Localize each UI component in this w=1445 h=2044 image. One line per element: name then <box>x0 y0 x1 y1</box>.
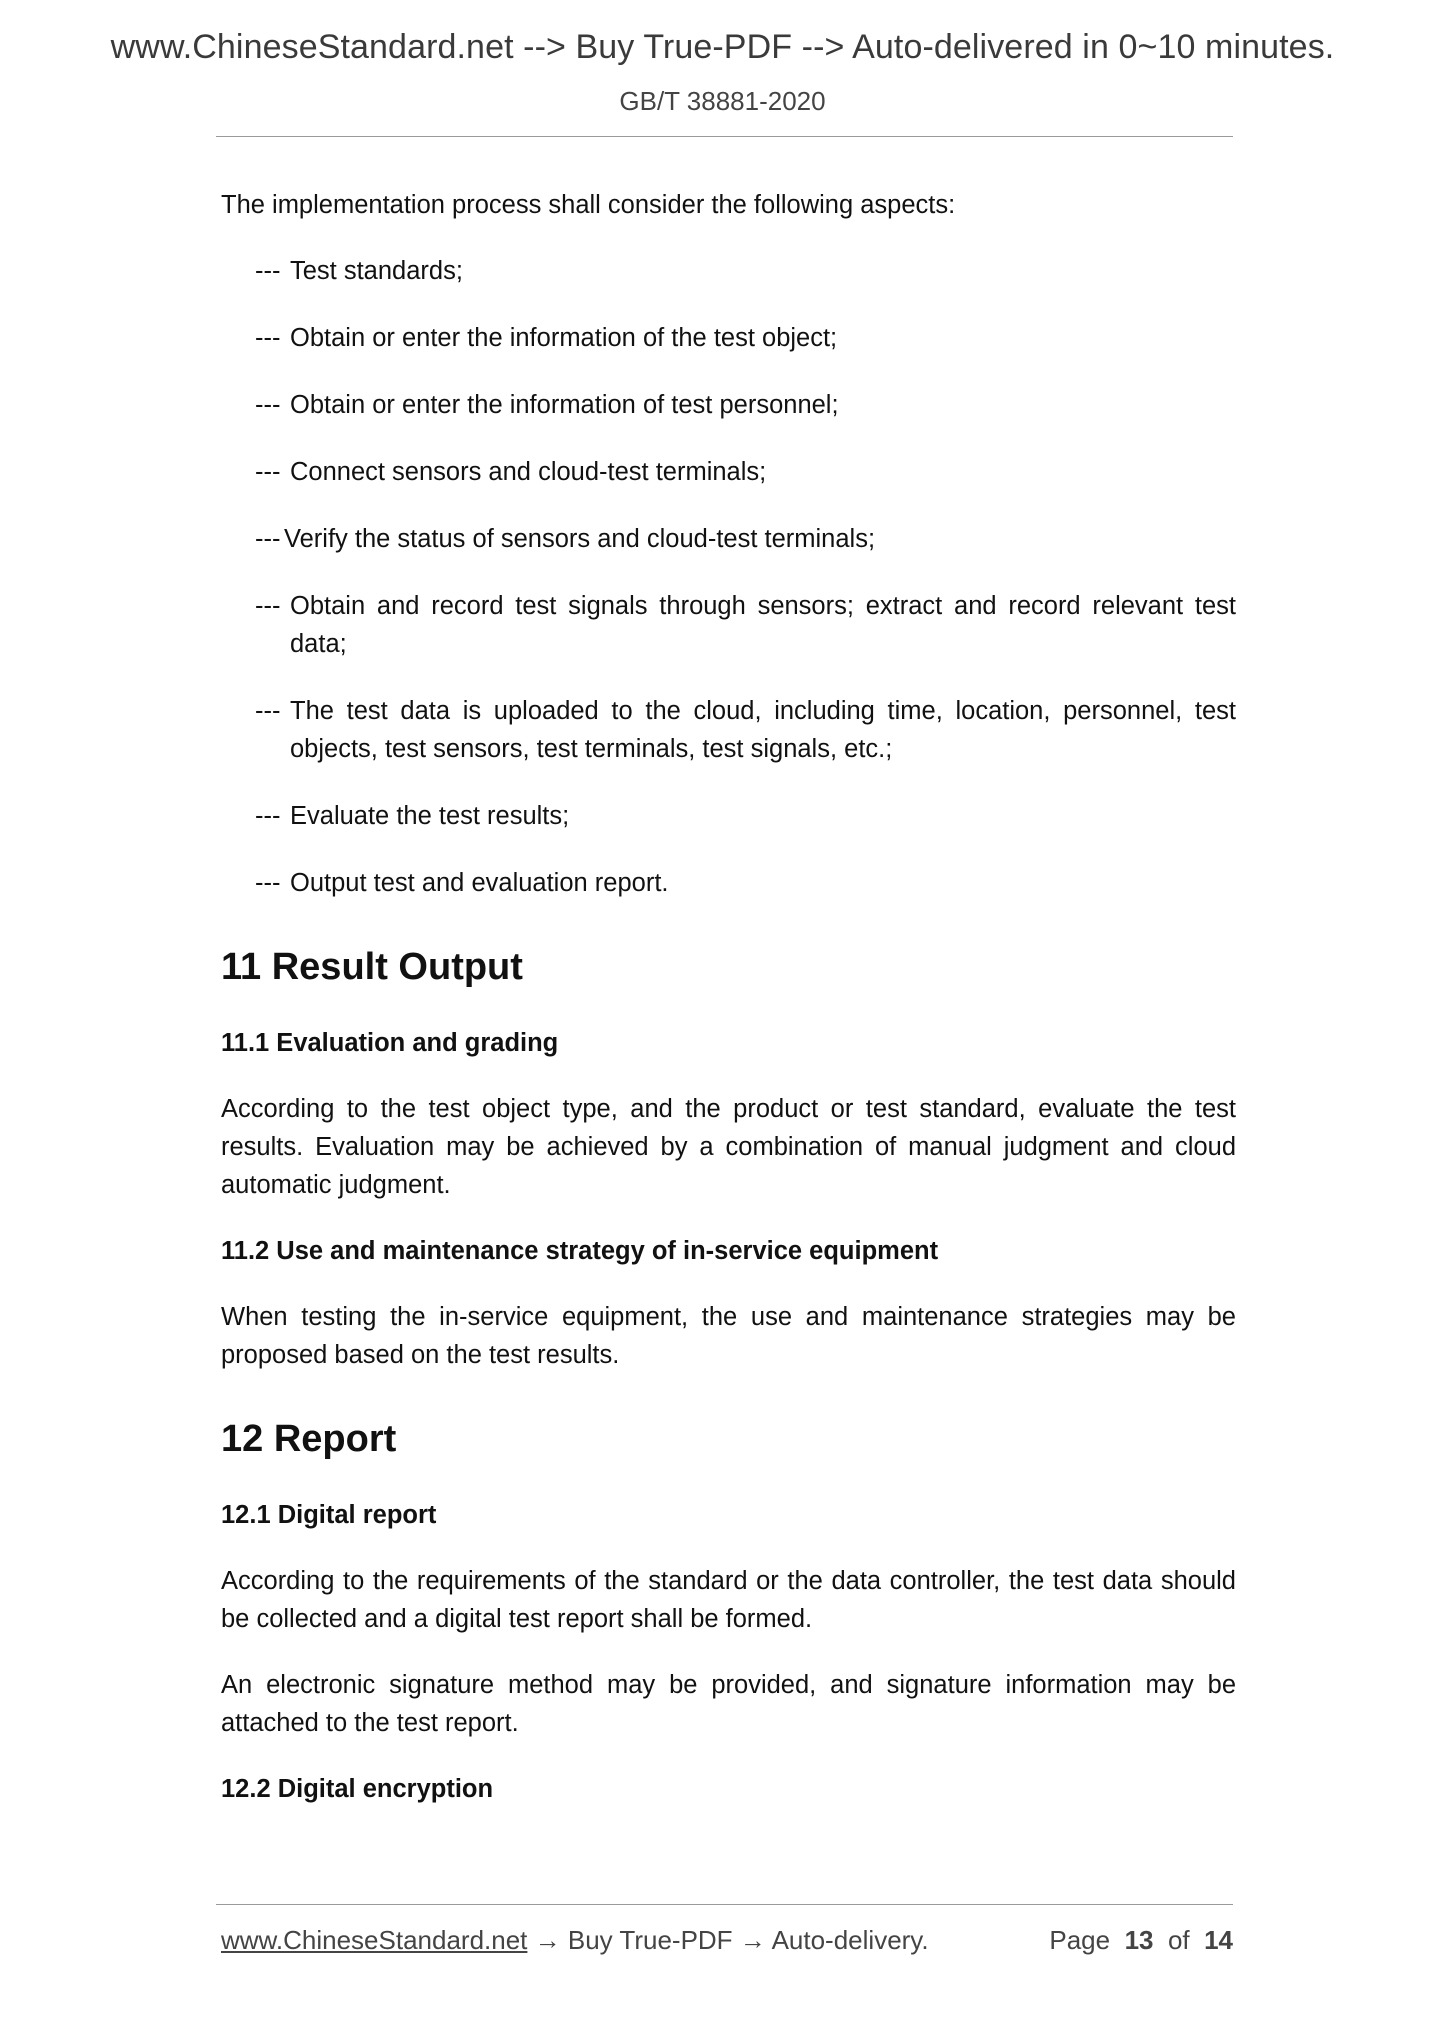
list-item <box>221 319 1236 357</box>
list-item-text: The test data is uploaded to the cloud, including time, location, personnel, test objects, test sensors, test terminals, test signals, etc.; <box>290 697 1236 763</box>
header-divider <box>216 136 1233 137</box>
section-12-1-heading: 12.1 Digital report <box>221 1501 437 1529</box>
section-11-1-paragraph: According to the test object type, and the product or test standard, evaluate the test results. Evaluation may be achieved by a combination of manual judgment and cloud automatic judgment. <box>221 1095 1236 1199</box>
list-item-text: Evaluate the test results; <box>290 802 570 830</box>
page-body <box>221 186 1236 1836</box>
list-item <box>221 386 1236 424</box>
list-item-text: Connect sensors and cloud-test terminals; <box>290 458 767 486</box>
section-12-1-paragraph-1: According to the requirements of the standard or the data controller, the test data should be collected and a digital test report shall be formed. <box>221 1567 1236 1633</box>
list-item-text: Output test and evaluation report. <box>290 869 669 897</box>
list-dash: --- <box>255 592 281 620</box>
footer-site-link[interactable]: www.ChineseStandard.net <box>221 1925 528 1955</box>
footer-promo <box>221 1925 929 1956</box>
list-item-text: Obtain or enter the information of test personnel; <box>290 391 839 419</box>
page-total: 14 <box>1204 1925 1233 1955</box>
list-item-text: Obtain or enter the information of the test object; <box>290 324 838 352</box>
section-12-heading: 12 Report <box>221 1418 397 1460</box>
standard-number: GB/T 38881-2020 <box>619 86 826 116</box>
section-11-1-heading: 11.1 Evaluation and grading <box>221 1029 559 1057</box>
list-dash: --- <box>255 697 281 725</box>
footer-tagline: → Buy True-PDF → Auto-delivery. <box>527 1925 929 1955</box>
section-12-2-heading: 12.2 Digital encryption <box>221 1775 494 1803</box>
list-item <box>221 864 1236 902</box>
list-dash: --- <box>255 525 281 553</box>
list-dash: --- <box>255 257 281 285</box>
list-item <box>221 520 1236 558</box>
section-12-1-paragraph-2: An electronic signature method may be provided, and signature information may be attached to the test report. <box>221 1671 1236 1737</box>
list-item-text: Obtain and record test signals through sensors; extract and record relevant test data; <box>290 592 1236 658</box>
list-dash: --- <box>255 869 281 897</box>
list-dash: --- <box>255 802 281 830</box>
section-11-2-heading: 11.2 Use and maintenance strategy of in-service equipment <box>221 1237 939 1265</box>
list-item-text: Verify the status of sensors and cloud-test terminals; <box>284 525 876 553</box>
list-item <box>221 453 1236 491</box>
intro-paragraph: The implementation process shall consider the following aspects: <box>221 191 956 219</box>
aspects-list <box>221 252 1236 902</box>
list-dash: --- <box>255 391 281 419</box>
page-footer <box>221 1925 1233 1965</box>
list-item <box>221 587 1236 663</box>
footer-divider <box>216 1904 1233 1905</box>
list-dash: --- <box>255 324 281 352</box>
list-item <box>221 797 1236 835</box>
list-item-text: Test standards; <box>290 257 463 285</box>
section-11-heading: 11 Result Output <box>221 946 523 988</box>
section-11-2-paragraph: When testing the in-service equipment, the use and maintenance strategies may be proposed based on the test results. <box>221 1303 1236 1369</box>
list-item <box>221 252 1236 290</box>
page-label: Page <box>1049 1925 1111 1955</box>
page-number <box>1049 1925 1233 1956</box>
page-of: of <box>1167 1925 1190 1955</box>
list-item <box>221 692 1236 768</box>
list-dash: --- <box>255 458 281 486</box>
page-current: 13 <box>1124 1925 1154 1955</box>
site-banner: www.ChineseStandard.net --> Buy True-PDF --> Auto-delivered in 0~10 minutes. <box>110 28 1335 66</box>
